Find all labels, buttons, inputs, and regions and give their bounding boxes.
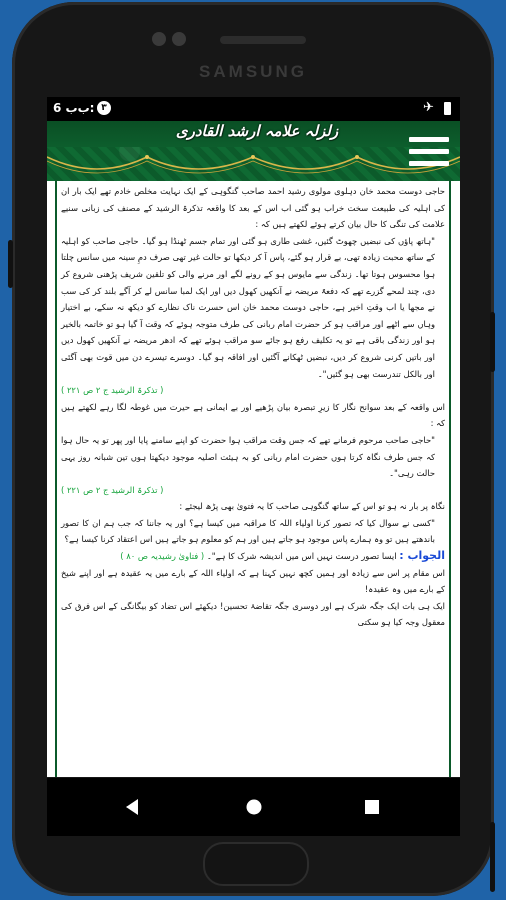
- device-brand: SAMSUNG: [199, 62, 307, 81]
- back-triangle-icon[interactable]: [122, 796, 144, 818]
- header-arch-ornament: [47, 147, 460, 181]
- power-button: [8, 240, 13, 288]
- quote-paragraph-3: "کسی نے سوال کیا کہ تصور کرنا اولیاء اللہ کا مراقبہ میں کیسا ہے؟ اور یہ جاننا کہ جب ہم ان کا تصور باندھتے ہیں تو وہ ہمارے پاس موجود ہو جاتے ہیں اور ہم کو معلوم ہو جاتے ہیں اس اعتقاد کرنا کیسا ہے؟: [61, 517, 435, 545]
- battery-icon: [444, 102, 451, 115]
- front-camera: [152, 32, 166, 46]
- app-title: زلزلہ علامہ ارشد القادری: [175, 122, 339, 140]
- paragraph-9: ایک ہی بات ایک جگہ شرک ہے اور دوسری جگہ تقاضۂ تحسین! دیکھئے اس تضاد کو بیگانگی کے اس فرق کی معقول وجہ کیا ہو سکتی: [61, 600, 445, 628]
- status-time: ب‌ب 6:: [53, 101, 95, 115]
- citation-2: ( تذکرۃ الرشید ج ۲ ص ۲۲۱ ): [61, 484, 164, 495]
- paragraph-intro: حاجی دوست محمد خان دہلوی مولوی رشید احمد صاحب گنگوہی کے ایک نہایت مخلص خادم تھے ایک بار ان کی اہلیہ کی طبیعت سخت خراب ہو گئی اب اس کے بعد کا واقعہ تذکرۃ الرشید کے مصنف کی زبانی سنیے علامت کی تنگی کا حال بیان کرتے ہوئے لکھتے ہیں کہ :: [61, 186, 445, 230]
- paragraph-3: اس واقعہ کے بعد سوانح نگار کا زیرِ تبصرہ بیان پڑھیے اور بے ایمانی ہے حیرت میں غوطہ لگا رہے لکھتے ہیں کہ :: [61, 401, 445, 429]
- volume-button-lower: [490, 822, 495, 892]
- front-sensor: [172, 32, 186, 46]
- hamburger-menu-icon[interactable]: [409, 137, 449, 167]
- paragraph-5: نگاہ پر بار نہ ہو تو اس کے ساتھ گنگوہی صاحب کا یہ فتویٰ بھی پڑھ لیجئے :: [179, 501, 445, 512]
- app-header: [47, 121, 460, 181]
- earpiece-speaker: [220, 36, 306, 44]
- article-content[interactable]: [55, 181, 451, 777]
- paragraph-8: اس مقام پر اس سے زیادہ اور ہمیں کچھ نہیں کہنا ہے کہ اولیاء اللہ کے بارے میں یہ عقیدہ ہے اور اپنے شیخ کے بارے میں وہ عقیدہ!: [61, 567, 445, 595]
- citation-3: ( فتاویٰ رشیدیہ ص ۸۰ ): [120, 551, 205, 562]
- navigation-bar: [47, 778, 460, 836]
- physical-home-button[interactable]: [203, 842, 309, 886]
- answer-paragraph: [61, 548, 445, 565]
- quote-paragraph-2: "حاجی صاحب مرحوم فرمانے تھے کہ جس وقت مراقب ہوا حضرت کو اپنے سامنے پایا اور پھر تو یہ حال ہوا کہ جس طرف نگاہ کرتا ہوں حضرت امام ربانی کو بہ ہیئت اصلیہ موجود دیکھتا ہوں تین شبانہ روز یہی حالت رہی"۔: [61, 434, 435, 479]
- app-screen: [47, 97, 460, 777]
- citation-1: ( تذکرۃ الرشید ج ۲ ص ۲۲۱ ): [61, 385, 164, 396]
- quote-paragraph: "ہاتھ پاؤں کی نبضیں چھوٹ گئیں، غشی طاری ہو گئی اور تمام جسم ٹھنڈا ہو گیا۔ حاجی صاحب کو اہلیہ کے ساتھ محبت زیادہ تھی، بے قرار ہو گئے، پاس آ کر دیکھا تو حالت غیر تھی صرف دمِ سینہ میں سانس چلتا ہوا محسوس ہوتا تھا۔ زندگی سے مایوس ہو کے رونے لگے اور مرنے والی کو تلقین شریف پڑھنی شروع کر دی، چند لمحے گزرے تھے کہ دفعۃً مریضہ نے آنکھیں کھول دیں اور ایک لمبا سانس لے کر آگے بلند کر کی سب نے مجھا یا اب وقتِ اخیر ہے، حاجی دوست محمد خان اس حسرت ناک نظارے کو دیکھ نہ سکے، بے اختیار وہاں سے اٹھے اور مراقب ہو کر حضرت امام ربانی کی طرف متوجہ ہوئے کہ وقت آ گیا ہو تو خاتمہ بالخیر ہو اور زندگی باقی ہے تو یہ تکلیف رفع ہو جائے سو مراقب ہوئے تھے کہ ادھر مریضہ نے آنکھیں کھول دیں اور باتیں کرنی شروع کر دیں، نبضیں ٹھکانے آگئیں اور افاقہ ہو گیا۔ دوسرے تیسرے دن میں قوت بھی آگئی اور بالکل تندرست بھی ہو گئیں"۔: [61, 235, 435, 379]
- airplane-icon: ✈: [423, 100, 434, 115]
- answer-text: ایسا تصور درست نہیں اس میں اندیشہ شرک کا ہے"۔: [206, 551, 397, 562]
- notification-badge: ٣: [97, 101, 111, 115]
- answer-label: الجواب :: [399, 549, 445, 563]
- volume-button: [490, 312, 495, 372]
- recents-square-icon[interactable]: [361, 796, 383, 818]
- home-circle-icon[interactable]: [243, 796, 265, 818]
- status-bar: [47, 97, 460, 121]
